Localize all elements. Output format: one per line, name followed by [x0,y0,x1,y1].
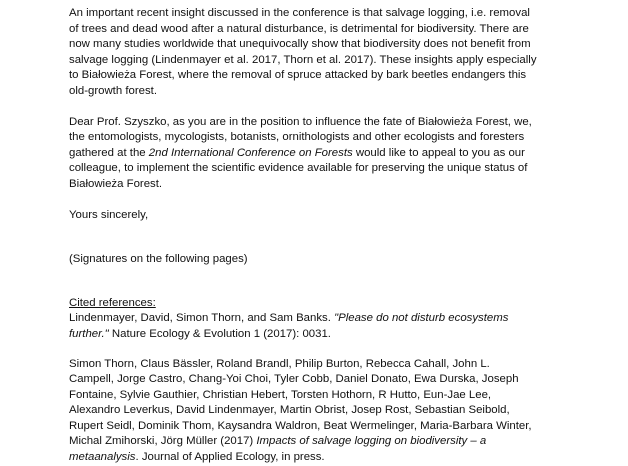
reference-2-authors-line: Campell, Jorge Castro, Chang-Yoi Choi, Tyler Cobb, Daniel Donato, Ewa Durska, Joseph [69,373,519,386]
text-line: the entomologists, mycologists, botanists, ornithologists and other ecologists and foresters [69,131,525,144]
closing-text: Yours sincerely, [69,208,149,221]
reference-1-authors: Lindenmayer, David, Simon Thorn, and Sam Banks. [69,312,335,325]
text-line: now many studies worldwide that unequivocally show that biodiversity does not benefit from [69,38,531,51]
text-line [69,146,569,162]
text-line: Białowieża Forest. [69,177,163,190]
reference-2-authors-line: Simon Thorn, Claus Bässler, Roland Brandl, Philip Burton, Rebecca Cahall, John L. [69,357,490,370]
reference-2-line [69,434,569,450]
text-line: Dear Prof. Szyszko, as you are in the position to influence the fate of Białowieża Forest, we, [69,115,532,128]
text-line: to Białowieża Forest, where the removal of spruce attacked by bark beetles endangers this [69,69,527,82]
text-line: of trees and dead wood after a natural disturbance, is detrimental for biodiversity. There are [69,22,529,35]
reference-1-title: "Please do not disturb ecosystems [334,312,509,325]
paragraph-appeal [69,115,569,193]
reference-2-source: . Journal of Applied Ecology, in press. [135,451,325,464]
text-line: salvage logging (Lindenmayer et al. 2017, Thorn et al. 2017). These insights apply especially [69,53,537,66]
reference-2-authors: Michal Zmihorski, Jörg Müller (2017) [69,435,257,448]
letter-page [69,6,569,466]
paragraph-salvage-logging [69,6,569,100]
text-run: would like to appeal to you as our [352,146,525,159]
text-line: old-growth forest. [69,84,157,97]
reference-1-line [69,311,569,327]
reference-2 [69,357,569,466]
reference-1-source: Nature Ecology & Evolution 1 (2017): 0031. [108,327,331,340]
reference-2-line [69,450,569,466]
signature-note-text: (Signatures on the following pages) [69,253,248,266]
reference-2-authors-line: Alexandro Leverkus, David Lindenmayer, Martin Obrist, Josep Rost, Sebastian Seibold, [69,404,510,417]
text-run: gathered at the [69,146,149,159]
reference-2-authors-line: Rupert Seidl, Dominik Thom, Kaysandra Waldron, Beat Wermelinger, Maria-Barbara Winter, [69,419,532,432]
references-section [69,296,569,343]
conference-name: 2nd International Conference on Forests [148,146,353,159]
references-heading: Cited references: [69,296,156,309]
reference-1-title: further." [69,327,109,340]
signature-note [69,252,569,268]
reference-2-title: Impacts of salvage logging on biodiversity – a [256,435,487,448]
reference-2-authors-line: Fontaine, Sylvie Gauthier, Christian Hebert, Torsten Hothorn, R Hutto, Eun-Jae Lee, [69,388,492,401]
closing-salutation [69,208,569,224]
text-line: colleague, to implement the scientific evidence available for preserving the unique status of [69,162,528,175]
reference-2-title: metaanalysis [69,451,136,464]
reference-1-line [69,327,569,343]
text-line: An important recent insight discussed in the conference is that salvage logging, i.e. removal [69,7,530,19]
